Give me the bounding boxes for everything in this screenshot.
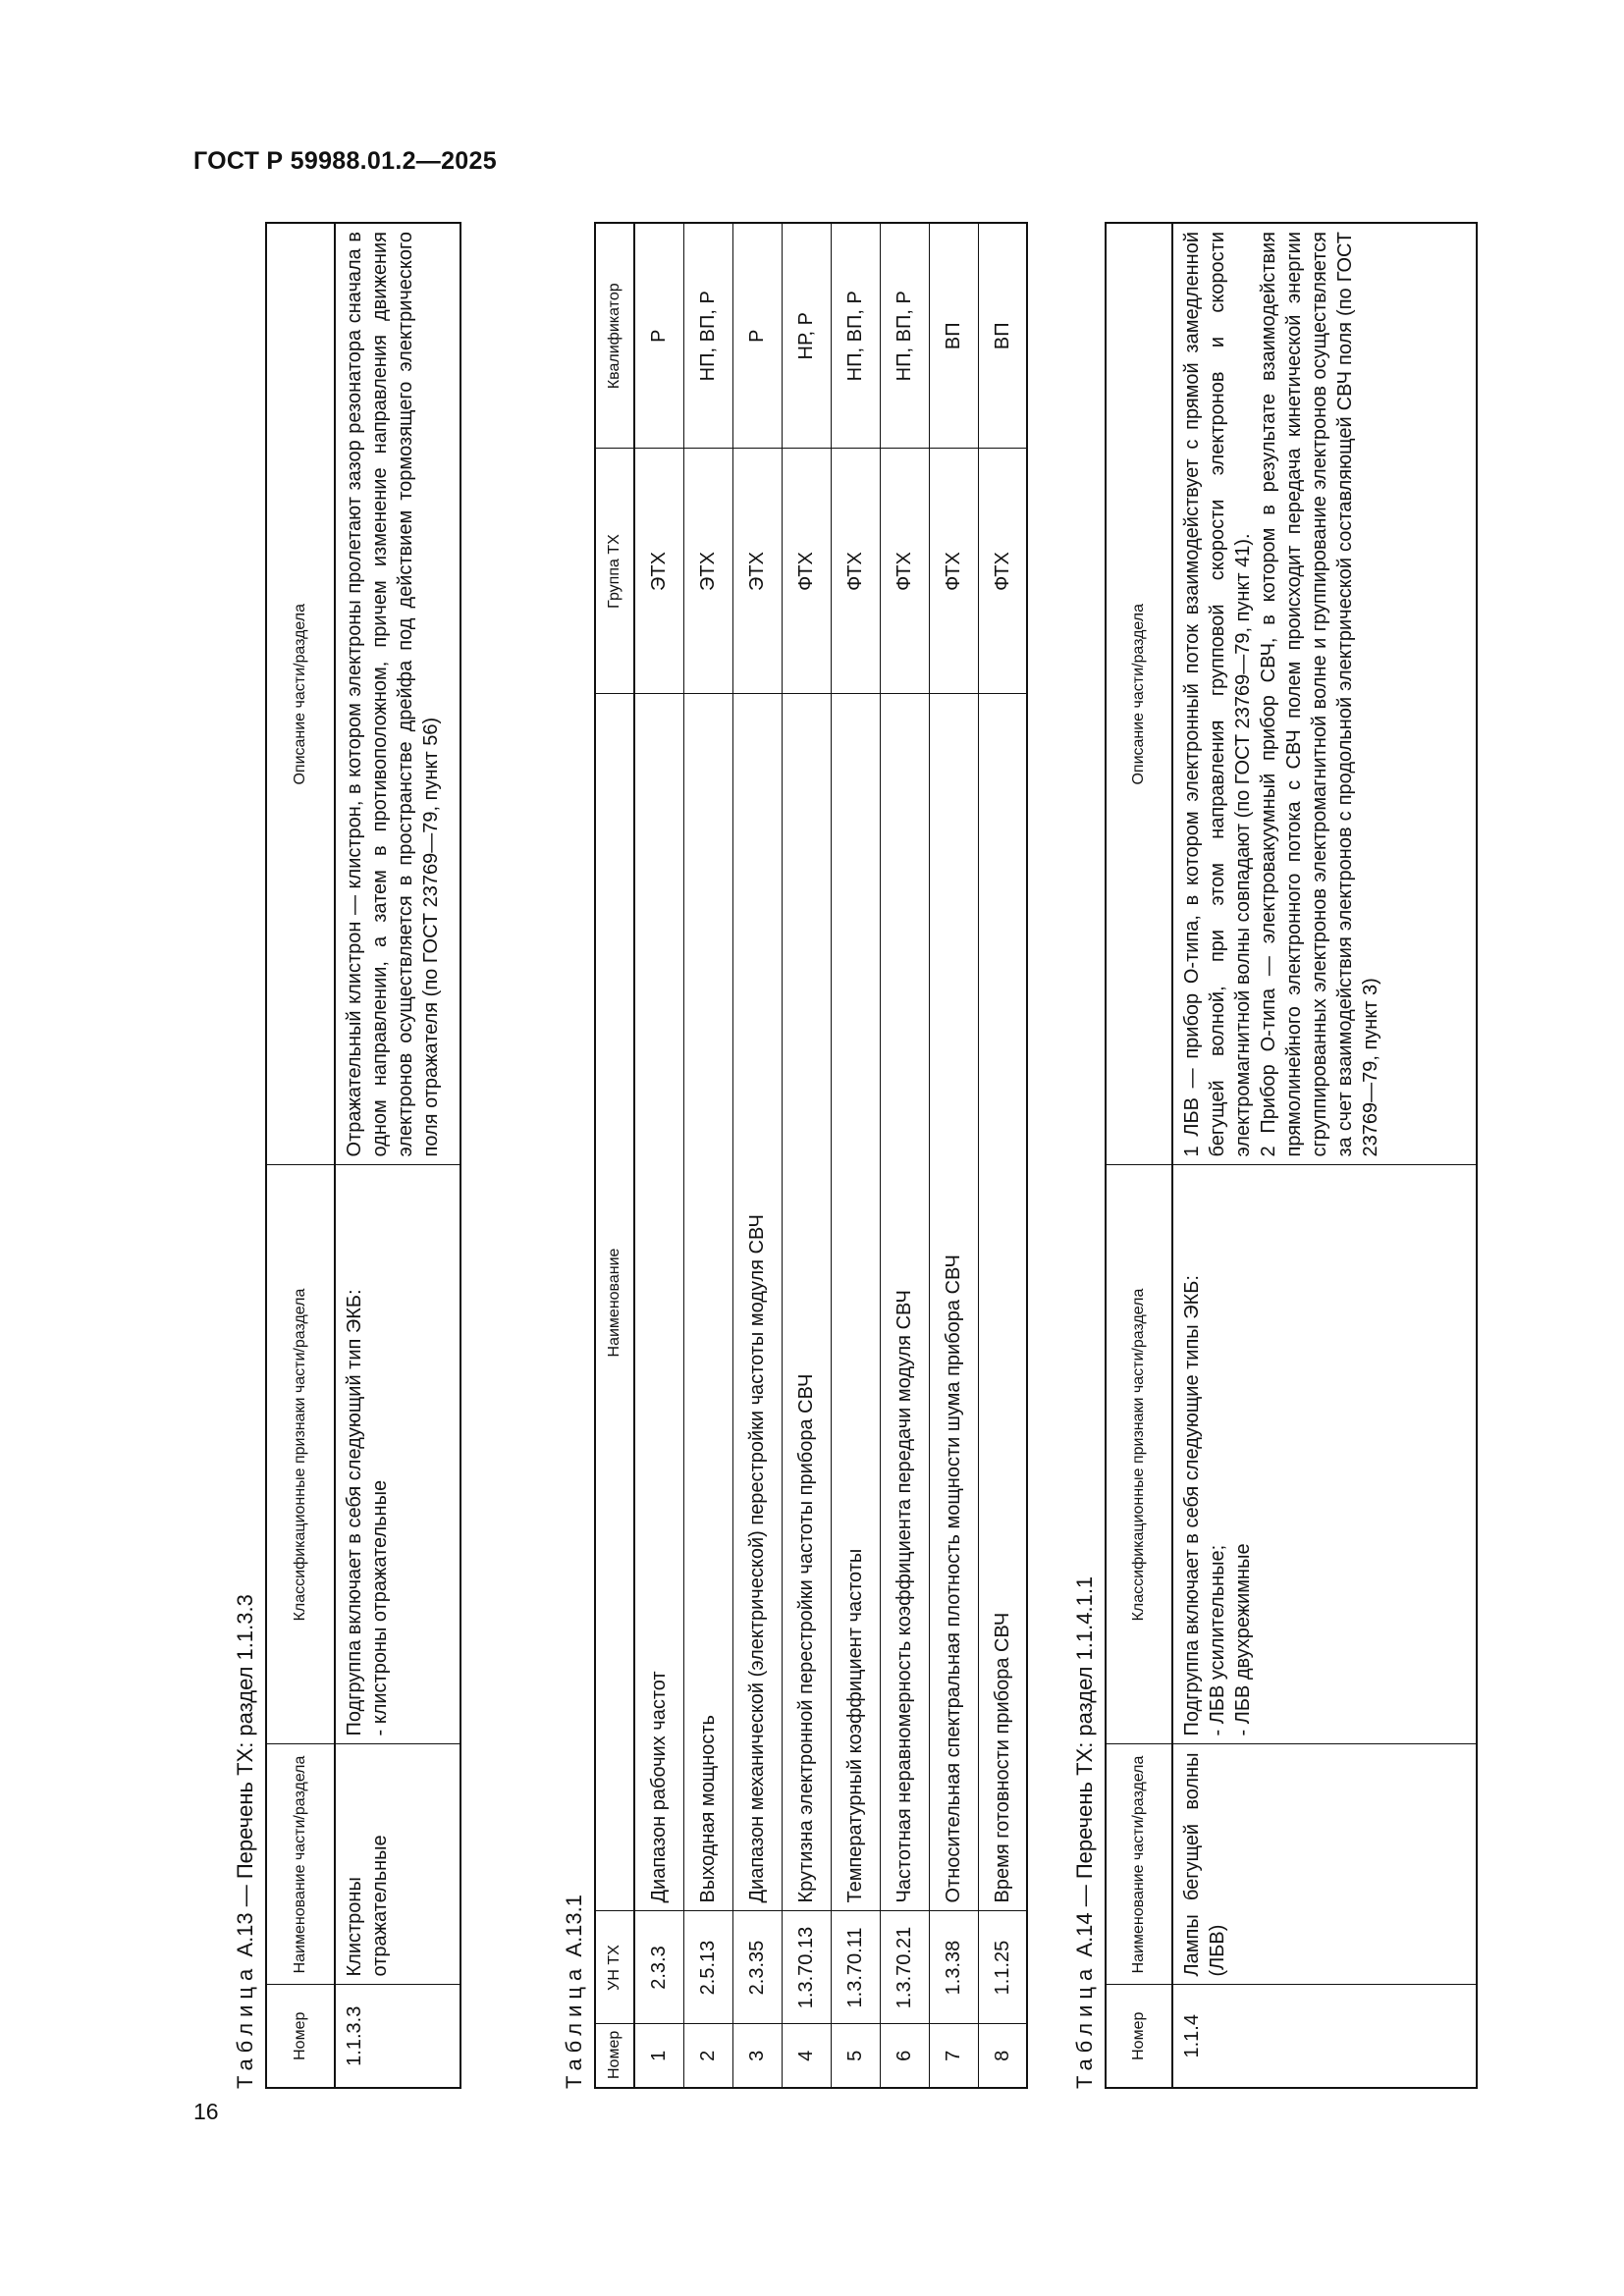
cell-group: ЭТХ: [634, 449, 683, 694]
table-row: [782, 223, 831, 2088]
cell-number: 8: [978, 2024, 1027, 2088]
cell-number: 3: [732, 2024, 782, 2088]
cell-qualifier: НП, ВП, Р: [683, 223, 732, 449]
cell-name: Лампы бегущей волны (ЛБВ): [1172, 1744, 1477, 1985]
cell-qualifier: Р: [732, 223, 782, 449]
cell-qualifier: Р: [634, 223, 683, 449]
cell-group: ФТХ: [831, 449, 880, 694]
cell-code: 1.1.25: [978, 1911, 1027, 2024]
cell-name: Температурный коэффициент частоты: [831, 694, 880, 1911]
cell-name: Диапазон рабочих частот: [634, 694, 683, 1911]
cell-code: 2.3.35: [732, 1911, 782, 2024]
cell-qualifier: НП, ВП, Р: [831, 223, 880, 449]
cell-qualifier: ВП: [929, 223, 978, 449]
column-header: Классификационные признаки части/раздела: [266, 1165, 335, 1744]
table-row: [732, 223, 782, 2088]
table-a131-caption: Таблица A.13.1: [562, 1895, 586, 2089]
column-header: Квалификатор: [595, 223, 634, 449]
cell-number: 1.1.3.3: [335, 1985, 460, 2088]
page-header: ГОСТ Р 59988.01.2—2025: [193, 147, 497, 175]
table-row: [1172, 223, 1477, 2088]
column-header: Описание части/раздела: [266, 223, 335, 1165]
column-header: Наименование части/раздела: [1106, 1744, 1172, 1985]
cell-group: ЭТХ: [683, 449, 732, 694]
table-a14-caption: Таблица A.14 — Перечень ТХ: раздел 1.1.4.1.1: [1072, 1575, 1097, 2089]
cell-features: Подгруппа включает в себя следующий тип ЭКБ: - клистроны отражательные: [335, 1165, 460, 1744]
column-header: Номер: [595, 2024, 634, 2088]
cell-code: 2.3.3: [634, 1911, 683, 2024]
table-a14-block: [1065, 224, 1478, 2089]
cell-code: 1.3.38: [929, 1911, 978, 2024]
column-header: Классификационные признаки части/раздела: [1106, 1165, 1172, 1744]
cell-name: Клистроны отражательные: [335, 1744, 460, 1985]
cell-number: 5: [831, 2024, 880, 2088]
cell-code: 2.5.13: [683, 1911, 732, 2024]
table-a13-caption: Таблица A.13 — Перечень ТХ: раздел 1.1.3.3: [233, 1594, 257, 2089]
table-row: [634, 223, 683, 2088]
cell-description: Отражательный клистрон — клистрон, в котором электроны пролетают зазор резонатора сначала в одном направлении, а затем в противоположном, причем изменение направления движения электронов осуществляется в пространстве дрейфа под действием тормозящего электрического поля отражателя (по ГОСТ 23769—79, пункт 56): [335, 223, 460, 1165]
table-row: [880, 223, 929, 2088]
cell-name: Относительная спектральная плотность мощности шума прибора СВЧ: [929, 694, 978, 1911]
column-header: Номер: [266, 1985, 335, 2088]
cell-number: 4: [782, 2024, 831, 2088]
column-header: Наименование части/раздела: [266, 1744, 335, 1985]
cell-name: Частотная неравномерность коэффициента передачи модуля СВЧ: [880, 694, 929, 1911]
page-number: 16: [193, 2099, 219, 2124]
cell-name: Диапазон механической (электрической) перестройки частоты модуля СВЧ: [732, 694, 782, 1911]
column-header: Описание части/раздела: [1106, 223, 1172, 1165]
cell-description: 1 ЛБВ — прибор О-типа, в котором электронный поток взаимодействует с прямой замедленной бегущей волной, при этом направления групповой скорости электронов и скорости электромагнитной волны совпадают (по ГОСТ 23769—79, пункт 41). 2 Прибор О-типа — электровакуумный прибор СВЧ, в котором в результате взаимодействия прямолинейного электронного потока с СВЧ полем происходит передача кинетической энергии сгруппированных электронов электромагнитной волне и группирование электронов осуществляется за счет взаимодействия электронов с продольной электрической составляющей СВЧ поля (по ГОСТ 23769—79, пункт 3): [1172, 223, 1477, 1165]
column-header: Наименование: [595, 694, 634, 1911]
cell-name: Крутизна электронной перестройки частоты прибора СВЧ: [782, 694, 831, 1911]
cell-group: ФТХ: [782, 449, 831, 694]
table-a14: [1105, 222, 1478, 2089]
cell-code: 1.3.70.21: [880, 1911, 929, 2024]
cell-qualifier: ВП: [978, 223, 1027, 449]
table-row: [683, 223, 732, 2088]
cell-code: 1.3.70.13: [782, 1911, 831, 2024]
cell-qualifier: НП, ВП, Р: [880, 223, 929, 449]
cell-group: ЭТХ: [732, 449, 782, 694]
table-row: [929, 223, 978, 2088]
cell-number: 1.1.4: [1172, 1985, 1477, 2088]
column-header: УН ТХ: [595, 1911, 634, 2024]
cell-number: 2: [683, 2024, 732, 2088]
cell-name: Выходная мощность: [683, 694, 732, 1911]
cell-number: 7: [929, 2024, 978, 2088]
cell-number: 1: [634, 2024, 683, 2088]
cell-features: Подгруппа включает в себя следующие типы ЭКБ: - ЛБВ усилительные; - ЛБВ двухрежимные: [1172, 1165, 1477, 1744]
column-header: Группа ТХ: [595, 449, 634, 694]
cell-name: Время готовности прибора СВЧ: [978, 694, 1027, 1911]
cell-qualifier: НР, Р: [782, 223, 831, 449]
cell-number: 6: [880, 2024, 929, 2088]
table-a131: [594, 222, 1028, 2089]
cell-group: ФТХ: [880, 449, 929, 694]
table-a13: [265, 222, 461, 2089]
column-header: Номер: [1106, 1985, 1172, 2088]
table-row: [335, 223, 460, 2088]
cell-group: ФТХ: [978, 449, 1027, 694]
cell-code: 1.3.70.11: [831, 1911, 880, 2024]
table-a13-block: [226, 224, 461, 2089]
table-a131-block: [555, 224, 1028, 2089]
cell-group: ФТХ: [929, 449, 978, 694]
table-row: [978, 223, 1027, 2088]
table-row: [831, 223, 880, 2088]
